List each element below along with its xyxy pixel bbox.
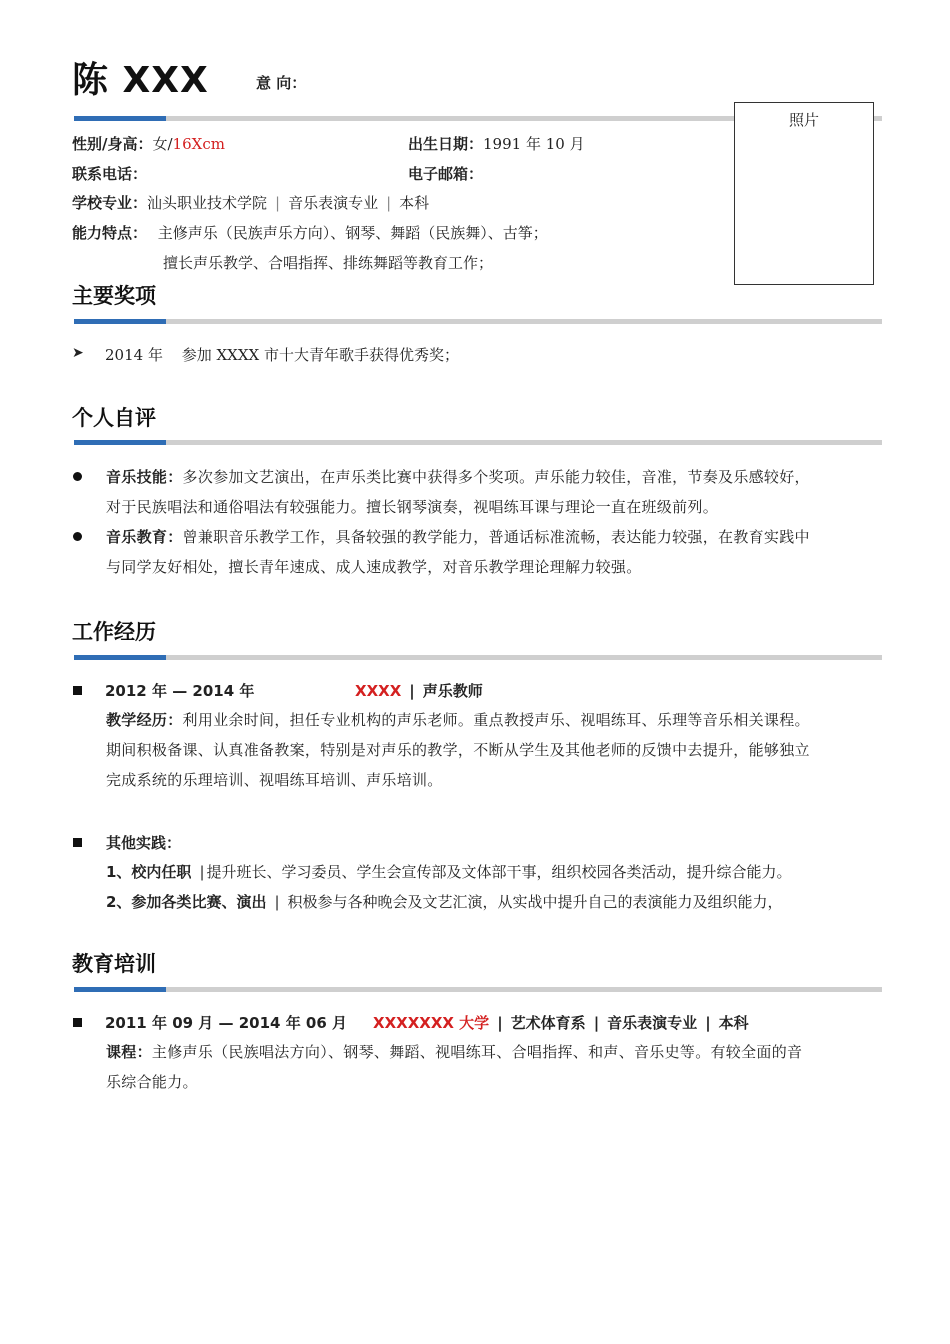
bullet-dot-icon bbox=[73, 532, 82, 541]
work-desc-label: 教学经历： bbox=[106, 711, 183, 729]
email-row bbox=[408, 164, 483, 184]
self-eval-line-1b: 对于民族唱法和通俗唱法有较强能力。擅长钢琴演奏，视唱练耳课与理论一直在班级前列。 bbox=[106, 498, 719, 516]
email-label: 电子邮箱： bbox=[408, 165, 484, 183]
education-divider bbox=[74, 987, 882, 992]
work-desc-line-2: 期间积极备课、认真准备教案，特别是对声乐的教学，不断从学生及其他老师的反馈中去提升，能够独立 bbox=[106, 741, 810, 759]
phone-label: 联系电话： bbox=[72, 165, 148, 183]
skill-row bbox=[72, 223, 548, 243]
gender-label: 性别/身高： bbox=[72, 135, 153, 153]
edu-major: 音乐表演专业 bbox=[607, 1014, 698, 1032]
self-eval-label-2: 音乐教育： bbox=[106, 528, 183, 546]
edu-school-line: XXXXXXX 大学 | 艺术体育系 | 音乐表演专业 | 本科 bbox=[373, 1014, 749, 1032]
other-practice-2-label: 2、参加各类比赛、演出 bbox=[106, 893, 267, 911]
edu-course-line-2: 乐综合能力。 bbox=[106, 1073, 198, 1091]
school-value: 汕头职业技术学院 bbox=[147, 194, 268, 212]
edu-course bbox=[106, 1037, 886, 1097]
gender-row bbox=[72, 134, 225, 154]
bullet-square-icon bbox=[73, 686, 82, 695]
skill-line-1: 主修声乐（民族声乐方向）、钢琴、舞蹈（民族舞）、古筝； bbox=[157, 224, 548, 242]
award-item bbox=[105, 345, 459, 365]
gender-value: 女/ bbox=[152, 135, 173, 153]
edu-course-line-1: 主修声乐（民族唱法方向）、钢琴、舞蹈、视唱练耳、合唱指挥、和声、音乐史等。有较全面的音 bbox=[151, 1043, 803, 1061]
phone-row bbox=[72, 164, 147, 184]
other-practice-1-label: 1、校内任职 bbox=[106, 863, 192, 881]
award-year: 2014 年 bbox=[105, 346, 163, 364]
self-eval-line-1a: 多次参加文艺演出，在声乐类比赛中获得多个奖项。声乐能力较佳，音准，节奏及乐感较好， bbox=[182, 468, 810, 486]
self-eval-line-2a: 曾兼职音乐教学工作，具备较强的教学能力，普通话标准流畅，表达能力较强，在教育实践中 bbox=[182, 528, 810, 546]
bullet-dot-icon bbox=[73, 472, 82, 481]
other-practice-1-text: 提升班长、学习委员、学生会宣传部及文体部干事，组织校园各类活动，提升综合能力。 bbox=[206, 863, 792, 881]
work-divider bbox=[74, 655, 882, 660]
height-value: 16Xcm bbox=[172, 135, 225, 153]
candidate-name: 陈 XXX bbox=[72, 60, 209, 101]
self-eval-line-2b: 与同学友好相处，擅长青年速成、成人速成教学，对音乐教学理论理解力较强。 bbox=[106, 558, 642, 576]
edu-school: XXXXXXX 大学 bbox=[373, 1014, 490, 1032]
self-eval-item-2 bbox=[106, 522, 886, 582]
other-practice-2: 2、参加各类比赛、演出 | 积极参与各种晚会及文艺汇演，从实战中提升自己的表演能力及组织能力， bbox=[106, 893, 783, 911]
work-org: XXXX bbox=[355, 682, 402, 700]
award-text: 参加 XXXX 市十大青年歌手获得优秀奖； bbox=[181, 346, 459, 364]
school-label: 学校专业： bbox=[72, 194, 148, 212]
edu-dept: 艺术体育系 bbox=[510, 1014, 586, 1032]
other-practice-label: 其他实践： bbox=[106, 834, 182, 852]
self-eval-item-1 bbox=[106, 462, 886, 522]
photo-placeholder bbox=[734, 102, 874, 285]
work-period: 2012 年 — 2014 年 bbox=[105, 682, 255, 700]
self-eval-divider bbox=[74, 440, 882, 445]
section-title-self-eval: 个人自评 bbox=[72, 406, 156, 430]
birth-label: 出生日期： bbox=[408, 135, 484, 153]
section-title-work: 工作经历 bbox=[72, 620, 156, 644]
work-org-role: XXXX | 声乐教师 bbox=[355, 682, 483, 700]
section-title-awards: 主要奖项 bbox=[72, 284, 156, 308]
work-desc-line-1: 利用业余时间，担任专业机构的声乐老师。重点教授声乐、视唱练耳、乐理等音乐相关课程。 bbox=[182, 711, 810, 729]
bullet-square-icon bbox=[73, 1018, 82, 1027]
work-desc bbox=[106, 705, 886, 795]
edu-course-label: 课程： bbox=[106, 1043, 152, 1061]
intent-label: 意 向： bbox=[256, 74, 307, 92]
work-desc-line-3: 完成系统的乐理培训、视唱练耳培训、声乐培训。 bbox=[106, 771, 443, 789]
edu-period: 2011 年 09 月 — 2014 年 06 月 bbox=[105, 1014, 348, 1032]
awards-divider bbox=[74, 319, 882, 324]
photo-label: 照片 bbox=[788, 111, 819, 129]
major-value: 音乐表演专业 bbox=[288, 194, 379, 212]
section-title-education: 教育培训 bbox=[72, 952, 156, 976]
other-practice-2-text: 积极参与各种晚会及文艺汇演，从实战中提升自己的表演能力及组织能力， bbox=[287, 893, 783, 911]
work-role: 声乐教师 bbox=[422, 682, 483, 700]
self-eval-label-1: 音乐技能： bbox=[106, 468, 183, 486]
arrow-bullet-icon: ➤ bbox=[72, 345, 84, 361]
skill-label: 能力特点： bbox=[72, 224, 148, 242]
degree-value: 本科 bbox=[399, 194, 430, 212]
school-row: 学校专业：汕头职业技术学院 | 音乐表演专业 | 本科 bbox=[72, 194, 430, 212]
bullet-square-icon bbox=[73, 838, 82, 847]
other-practice-1: 1、校内任职 | 提升班长、学习委员、学生会宣传部及文体部干事，组织校园各类活动，提升综合能力。 bbox=[106, 863, 792, 881]
birth-row bbox=[408, 134, 585, 154]
skill-line-2: 擅长声乐教学、合唱指挥、排练舞蹈等教育工作； bbox=[163, 254, 494, 272]
birth-value: 1991 年 10 月 bbox=[483, 135, 585, 153]
edu-degree: 本科 bbox=[718, 1014, 749, 1032]
